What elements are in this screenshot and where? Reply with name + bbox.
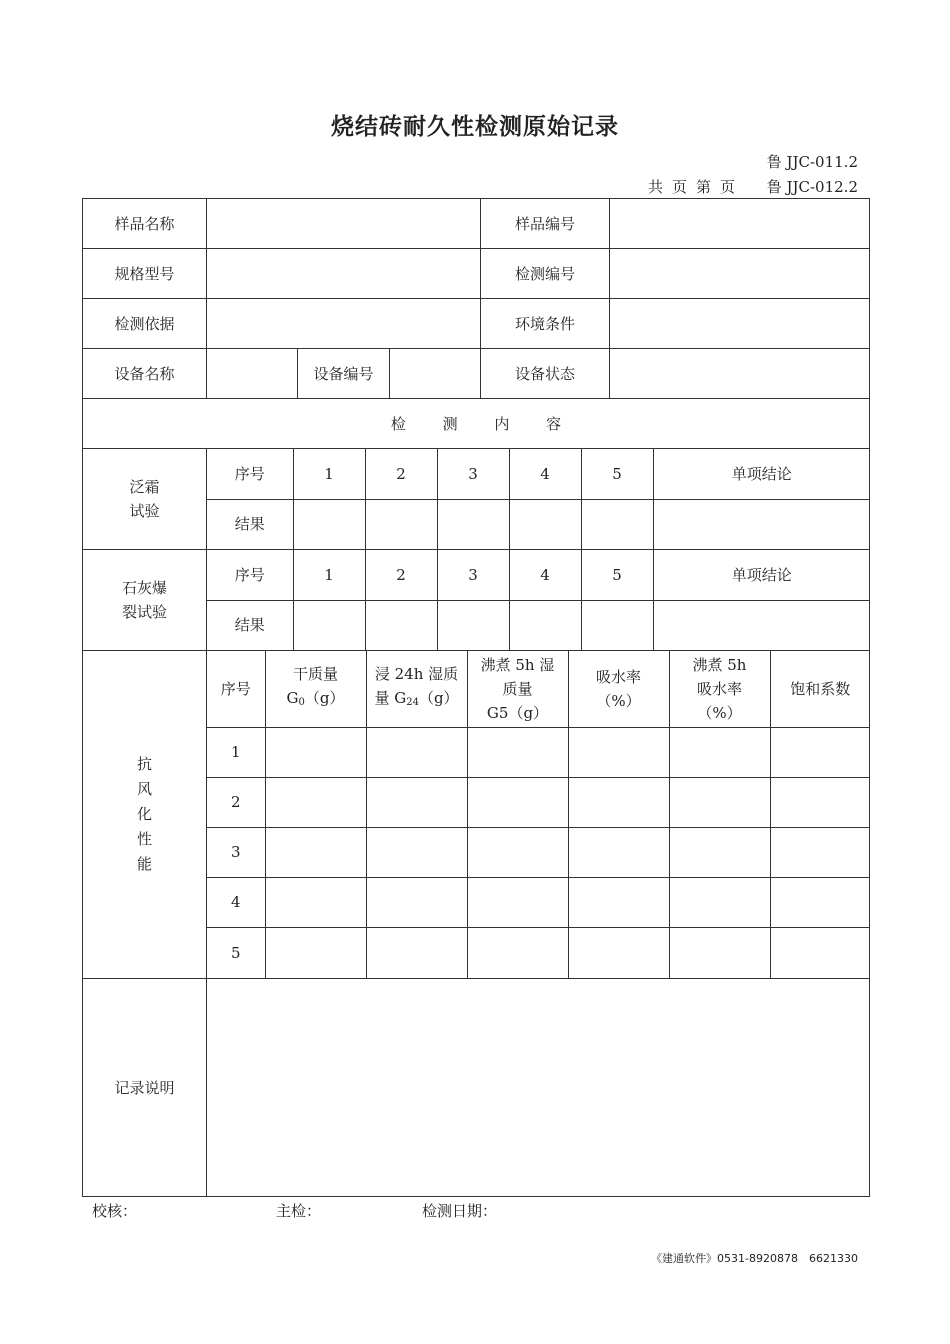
table-cell[interactable] bbox=[467, 777, 568, 827]
table-cell[interactable] bbox=[467, 727, 568, 777]
lime-num: 4 bbox=[509, 550, 581, 600]
table-cell[interactable] bbox=[568, 827, 669, 877]
table-cell[interactable] bbox=[568, 877, 669, 927]
weathering-grid bbox=[207, 651, 870, 979]
table-cell[interactable] bbox=[568, 927, 669, 978]
table-cell[interactable] bbox=[770, 727, 870, 777]
lime-num: 5 bbox=[581, 550, 653, 600]
table-cell[interactable] bbox=[669, 727, 770, 777]
table-cell[interactable] bbox=[568, 727, 669, 777]
lime-conclusion-label: 单项结论 bbox=[653, 550, 870, 600]
table-cell[interactable] bbox=[265, 827, 366, 877]
inspector-label: 主检： bbox=[276, 1202, 322, 1220]
efflorescence-result-cell[interactable] bbox=[437, 499, 509, 549]
value-sample-name[interactable] bbox=[207, 199, 481, 249]
page-prefix: 第 bbox=[696, 178, 712, 196]
table-cell[interactable] bbox=[265, 777, 366, 827]
absorption-header: 吸水率 （%） bbox=[568, 651, 669, 727]
table-cell[interactable] bbox=[265, 727, 366, 777]
lime-num: 1 bbox=[293, 550, 365, 600]
table-cell[interactable] bbox=[467, 827, 568, 877]
weathering-seq-header: 序号 bbox=[207, 651, 265, 727]
table-cell[interactable] bbox=[669, 777, 770, 827]
form-code-2: 鲁 JJC-012.2 bbox=[766, 178, 858, 196]
label-equip-no: 设备编号 bbox=[298, 349, 390, 399]
page-count bbox=[648, 176, 744, 197]
dry-mass-header: 干质量 $G_0(g)$ bbox=[265, 651, 366, 727]
weathering-label: 抗 风 化 性 能 bbox=[83, 651, 207, 979]
label-env: 环境条件 bbox=[481, 299, 610, 349]
table-cell[interactable] bbox=[366, 777, 467, 827]
lime-seq: 序号 bbox=[207, 550, 293, 600]
lime-result-cell[interactable] bbox=[437, 600, 509, 650]
efflorescence-seq: 序号 bbox=[207, 449, 293, 499]
table-cell[interactable] bbox=[770, 877, 870, 927]
value-equip-status[interactable] bbox=[610, 349, 870, 399]
efflorescence-conclusion-cell[interactable] bbox=[653, 499, 870, 549]
efflorescence-result-cell[interactable] bbox=[581, 499, 653, 549]
label-test-no: 检测编号 bbox=[481, 249, 610, 299]
weathering-row-number: 2 bbox=[207, 777, 265, 827]
lime-num: 2 bbox=[365, 550, 437, 600]
label-sample-name: 样品名称 bbox=[83, 199, 207, 249]
boil-absorption-header: 沸煮 5h 吸水率 （%） bbox=[669, 651, 770, 727]
efflorescence-result-cell[interactable] bbox=[293, 499, 365, 549]
table-cell[interactable] bbox=[366, 877, 467, 927]
record-table bbox=[82, 198, 870, 1197]
table-cell[interactable] bbox=[770, 827, 870, 877]
label-basis: 检测依据 bbox=[83, 299, 207, 349]
lime-result: 结果 bbox=[207, 600, 293, 650]
label-sample-no: 样品编号 bbox=[481, 199, 610, 249]
lime-grid bbox=[207, 550, 870, 651]
lime-num: 3 bbox=[437, 550, 509, 600]
table-cell[interactable] bbox=[366, 827, 467, 877]
table-cell[interactable] bbox=[366, 727, 467, 777]
lime-result-cell[interactable] bbox=[581, 600, 653, 650]
table-cell[interactable] bbox=[568, 777, 669, 827]
page-title: 烧结砖耐久性检测原始记录 bbox=[331, 114, 619, 140]
weathering-row-number: 5 bbox=[207, 927, 265, 978]
weathering-row-number: 3 bbox=[207, 827, 265, 877]
test-date-label: 检测日期： bbox=[422, 1202, 498, 1220]
table-cell[interactable] bbox=[265, 927, 366, 978]
table-cell[interactable] bbox=[366, 927, 467, 978]
total-suffix: 页 bbox=[672, 178, 688, 196]
efflorescence-num: 4 bbox=[509, 449, 581, 499]
label-equip-name: 设备名称 bbox=[83, 349, 207, 399]
page-suffix: 页 bbox=[720, 178, 736, 196]
efflorescence-grid bbox=[207, 449, 870, 550]
lime-result-cell[interactable] bbox=[365, 600, 437, 650]
table-cell[interactable] bbox=[669, 927, 770, 978]
weathering-row-number: 1 bbox=[207, 727, 265, 777]
efflorescence-num: 5 bbox=[581, 449, 653, 499]
efflorescence-conclusion-label: 单项结论 bbox=[653, 449, 870, 499]
table-cell[interactable] bbox=[265, 877, 366, 927]
value-equip-name[interactable] bbox=[207, 349, 298, 399]
label-equip-status: 设备状态 bbox=[481, 349, 610, 399]
lime-result-cell[interactable] bbox=[293, 600, 365, 650]
content-title: 检 测 内 容 bbox=[83, 399, 870, 449]
label-spec: 规格型号 bbox=[83, 249, 207, 299]
footer-software-credit: 《建通软件》0531-8920878 6621330 bbox=[651, 1252, 858, 1265]
table-cell[interactable] bbox=[770, 927, 870, 978]
total-prefix: 共 bbox=[648, 178, 664, 196]
efflorescence-num: 1 bbox=[293, 449, 365, 499]
table-cell[interactable] bbox=[467, 927, 568, 978]
value-env[interactable] bbox=[610, 299, 870, 349]
review-label: 校核： bbox=[92, 1202, 138, 1220]
boil-mass-header: 沸煮 5h 湿 质量 G5（g） bbox=[467, 651, 568, 727]
lime-label: 石灰爆 裂试验 bbox=[83, 550, 207, 651]
table-cell[interactable] bbox=[770, 777, 870, 827]
form-code-1: 鲁 JJC-011.2 bbox=[766, 153, 858, 171]
table-cell[interactable] bbox=[467, 877, 568, 927]
value-test-no[interactable] bbox=[610, 249, 870, 299]
saturation-header: 饱和系数 bbox=[770, 651, 870, 727]
value-equip-no[interactable] bbox=[390, 349, 481, 399]
value-basis[interactable] bbox=[207, 299, 481, 349]
lime-result-cell[interactable] bbox=[509, 600, 581, 650]
remarks-area[interactable] bbox=[207, 979, 870, 1197]
efflorescence-result: 结果 bbox=[207, 499, 293, 549]
value-spec[interactable] bbox=[207, 249, 481, 299]
weathering-row-number: 4 bbox=[207, 877, 265, 927]
lime-conclusion-cell[interactable] bbox=[653, 600, 870, 650]
remarks-label: 记录说明 bbox=[83, 979, 207, 1197]
efflorescence-label: 泛霜 试验 bbox=[83, 449, 207, 550]
efflorescence-num: 2 bbox=[365, 449, 437, 499]
efflorescence-result-cell[interactable] bbox=[365, 499, 437, 549]
value-sample-no[interactable] bbox=[610, 199, 870, 249]
efflorescence-num: 3 bbox=[437, 449, 509, 499]
soak-mass-header: 浸 24h 湿质 量 $G_{24}(g)$ bbox=[366, 651, 467, 727]
table-cell[interactable] bbox=[669, 827, 770, 877]
efflorescence-result-cell[interactable] bbox=[509, 499, 581, 549]
table-cell[interactable] bbox=[669, 877, 770, 927]
